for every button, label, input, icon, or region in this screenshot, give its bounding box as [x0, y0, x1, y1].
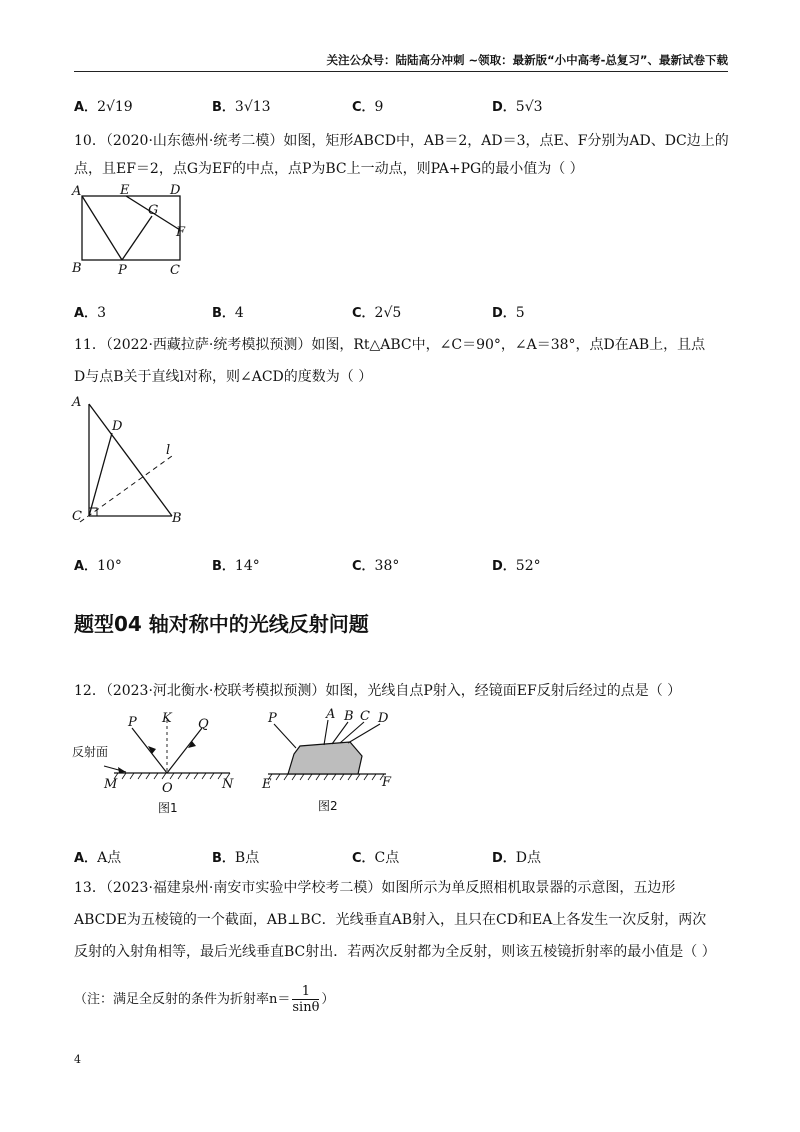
q12-fig1-label-p: P — [128, 715, 137, 730]
q12-fig1-label-k: K — [162, 711, 172, 726]
q13-note — [74, 984, 334, 1015]
q12-fig1-label-m: M — [104, 777, 118, 792]
q12-option-c: C．C点 — [352, 850, 400, 866]
page-number: 4 — [74, 1053, 81, 1066]
q12-fig1-label-mirror: 反射面 — [72, 745, 109, 759]
q13-stem-line2: ABCDE为五棱镜的一个截面，AB⊥BC．光线垂直AB射入，且只在CD和EA上各发生一次反射，两次 — [74, 912, 707, 928]
q12-fig1-label-q: Q — [198, 717, 209, 732]
q10-option-a: A．3 — [74, 305, 106, 321]
page-header: 关注公众号：陆陆高分冲刺 ~领取：最新版“小中高考-总复习”、最新试卷下载 — [326, 53, 728, 67]
q12-fig2-label-a: A — [326, 707, 336, 722]
header-rule — [74, 71, 728, 72]
q11-label-l: l — [166, 443, 171, 458]
q12-fig1-label-n: N — [222, 777, 234, 792]
q10-label-p: P — [118, 263, 127, 278]
q12-fig2-caption: 图2 — [318, 799, 338, 813]
q10-stem-line2: 点，且EF＝2，点G为EF的中点，点P为BC上一动点，则PA+PG的最小值为（ ） — [74, 161, 584, 177]
q11-label-a: A — [72, 395, 82, 410]
q13-note-suffix: ） — [321, 992, 335, 1007]
q13-note-prefix: （注：满足全反射的条件为折射率n＝ — [74, 992, 291, 1007]
q10-option-c: C．2√5 — [352, 305, 402, 321]
q12-fig2-label-p: P — [268, 711, 277, 726]
q12-stem-line1: 12．（2023·河北衡水·校联考模拟预测）如图，光线自点P射入，经镜面EF反射后经过的点是（ ） — [74, 683, 682, 699]
q10-option-d: D．5 — [492, 305, 525, 321]
q11-triangle-figure — [68, 392, 198, 532]
q10-label-a: A — [72, 184, 82, 199]
q12-fig2-label-f: F — [382, 775, 392, 790]
q10-stem-line1: 10．（2020·山东德州·统考二模）如图，矩形ABCD中，AB＝2，AD＝3，点E、F分别为AD、DC边上的 — [74, 133, 729, 149]
q10-label-g: G — [148, 203, 159, 218]
q12-option-a: A．A点 — [74, 850, 122, 866]
q12-fig2-label-d: D — [378, 711, 389, 726]
q12-fig2-label-b: B — [344, 709, 354, 724]
q12-fig1-caption: 图1 — [158, 801, 178, 815]
q13-note-numerator: 1 — [292, 984, 319, 1000]
q12-fig1-label-o: O — [162, 781, 173, 796]
q10-label-b: B — [72, 261, 82, 276]
q10-label-c: C — [170, 263, 180, 278]
q12-option-b: B．B点 — [212, 850, 260, 866]
q11-stem-line1: 11．（2022·西藏拉萨·统考模拟预测）如图，Rt△ABC中，∠C＝90°，∠A＝38°，点D在AB上，且点 — [74, 337, 706, 353]
q12-fig2-label-e: E — [262, 777, 272, 792]
q10-label-e: E — [120, 183, 130, 198]
q12-figure-1 — [70, 706, 250, 821]
q10-option-b: B．4 — [212, 305, 244, 321]
q10-label-d: D — [170, 183, 181, 198]
q12-option-d: D．D点 — [492, 850, 542, 866]
q12-figure-2 — [258, 706, 408, 821]
q10-label-f: F — [176, 225, 186, 240]
q13-stem-line1: 13．（2023·福建泉州·南安市实验中学校考二模）如图所示为单反照相机取景器的示意图，五边形 — [74, 880, 676, 896]
q13-note-fraction — [292, 984, 319, 1015]
q11-option-a: A．10° — [74, 558, 122, 574]
q9-option-a: A．2√19 — [74, 99, 133, 115]
q13-note-denominator: sinθ — [292, 1000, 320, 1015]
q11-option-d: D．52° — [492, 558, 541, 574]
q9-option-d: D．5√3 — [492, 99, 543, 115]
q11-label-b: B — [172, 511, 182, 526]
q9-option-b: B．3√13 — [212, 99, 271, 115]
q11-option-c: C．38° — [352, 558, 400, 574]
q9-option-c: C．9 — [352, 99, 384, 115]
q11-stem-line2: D与点B关于直线l对称，则∠ACD的度数为（ ） — [74, 369, 373, 385]
section-title: 题型04 轴对称中的光线反射问题 — [74, 612, 369, 636]
q10-rectangle-figure — [70, 182, 200, 282]
q11-label-d: D — [112, 419, 123, 434]
q11-label-c: C — [72, 509, 82, 524]
q13-stem-line3: 反射的入射角相等，最后光线垂直BC射出．若两次反射都为全反射，则该五棱镜折射率的最小值是（ ） — [74, 944, 716, 960]
q11-option-b: B．14° — [212, 558, 260, 574]
q12-fig2-label-c: C — [360, 709, 370, 724]
